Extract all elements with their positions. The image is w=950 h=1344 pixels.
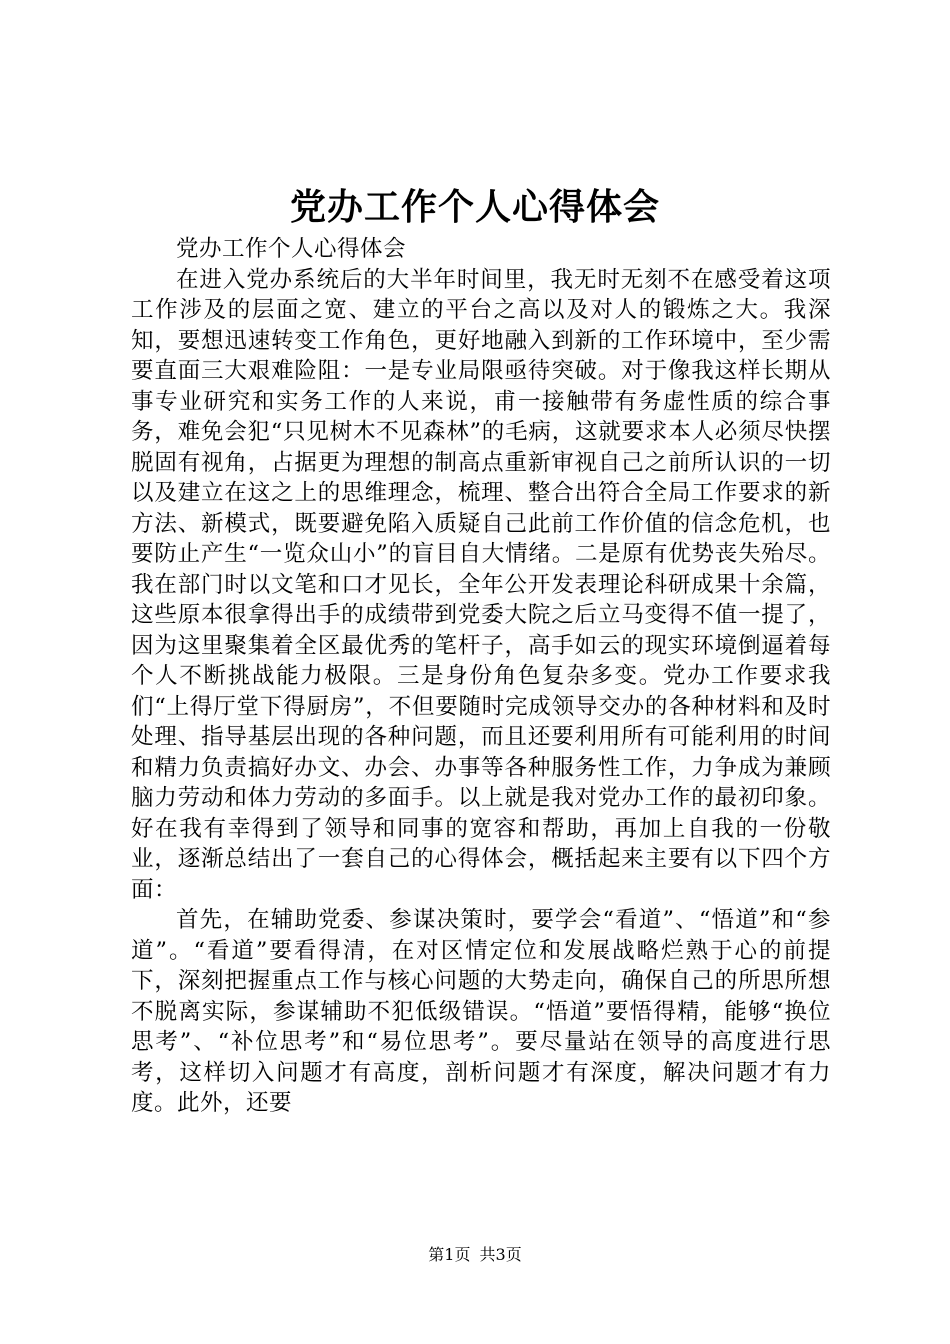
page-total: 共3页 xyxy=(479,1245,522,1264)
body-paragraph: 首先，在辅助党委、参谋决策时，要学会“看道”、“悟道”和“参道”。“看道”要看得清，在对区情定位和发展战略烂熟于心的前提下，深刻把握重点工作与核心问题的大势走向，确保自己的所思所想不脱离实际，参谋辅助不犯低级错误。“悟道”要悟得精，能够“换位思考”、“补位思考”和“易位思考”。要尽量站在领导的高度进行思考，这样切入问题才有高度，剖析问题才有深度，解决问题才有力度。此外，还要 xyxy=(131,907,831,1116)
body-paragraph-subtitle: 党办工作个人心得体会 xyxy=(176,236,407,262)
document-body xyxy=(131,234,831,1119)
body-paragraph: 在进入党办系统后的大半年时间里，我无时无刻不在感受着这项工作涉及的层面之宽、建立的平台之高以及对人的锻炼之大。我深知，要想迅速转变工作角色，更好地融入到新的工作环境中，至少需要直面三大艰难险阻：一是专业局限亟待突破。对于像我这样长期从事专业研究和实务工作的人来说，甫一接触带有务虚性质的综合事务，难免会犯“只见树木不见森林”的毛病，这就要求本人必须尽快摆脱固有视角，占据更为理想的制高点重新审视自己之前所认识的一切以及建立在这之上的思维理念，梳理、整合出符合全局工作要求的新方法、新模式，既要避免陷入质疑自己此前工作价值的信念危机，也要防止产生“一览众山小”的盲目自大情绪。二是原有优势丧失殆尽。我在部门时以文笔和口才见长，全年公开发表理论科研成果十余篇，这些原本很拿得出手的成绩带到党委大院之后立马变得不值一提了，因为这里聚集着全区最优秀的笔杆子，高手如云的现实环境倒逼着每个人不断挑战能力极限。三是身份角色复杂多变。党办工作要求我们“上得厅堂下得厨房”，不但要随时完成领导交办的各种材料和及时处理、指导基层出现的各种问题，而且还要利用所有可能利用的时间和精力负责搞好办文、办会、办事等各种服务性工作，力争成为兼顾脑力劳动和体力劳动的多面手。以上就是我对党办工作的最初印象。好在我有幸得到了领导和同事的宽容和帮助，再加上自我的一份敬业，逐渐总结出了一套自己的心得体会，概括起来主要有以下四个方面： xyxy=(131,266,831,903)
document-title: 党办工作个人心得体会 xyxy=(289,186,660,228)
page-footer xyxy=(0,1245,950,1265)
page-number: 第1页 xyxy=(428,1245,471,1264)
